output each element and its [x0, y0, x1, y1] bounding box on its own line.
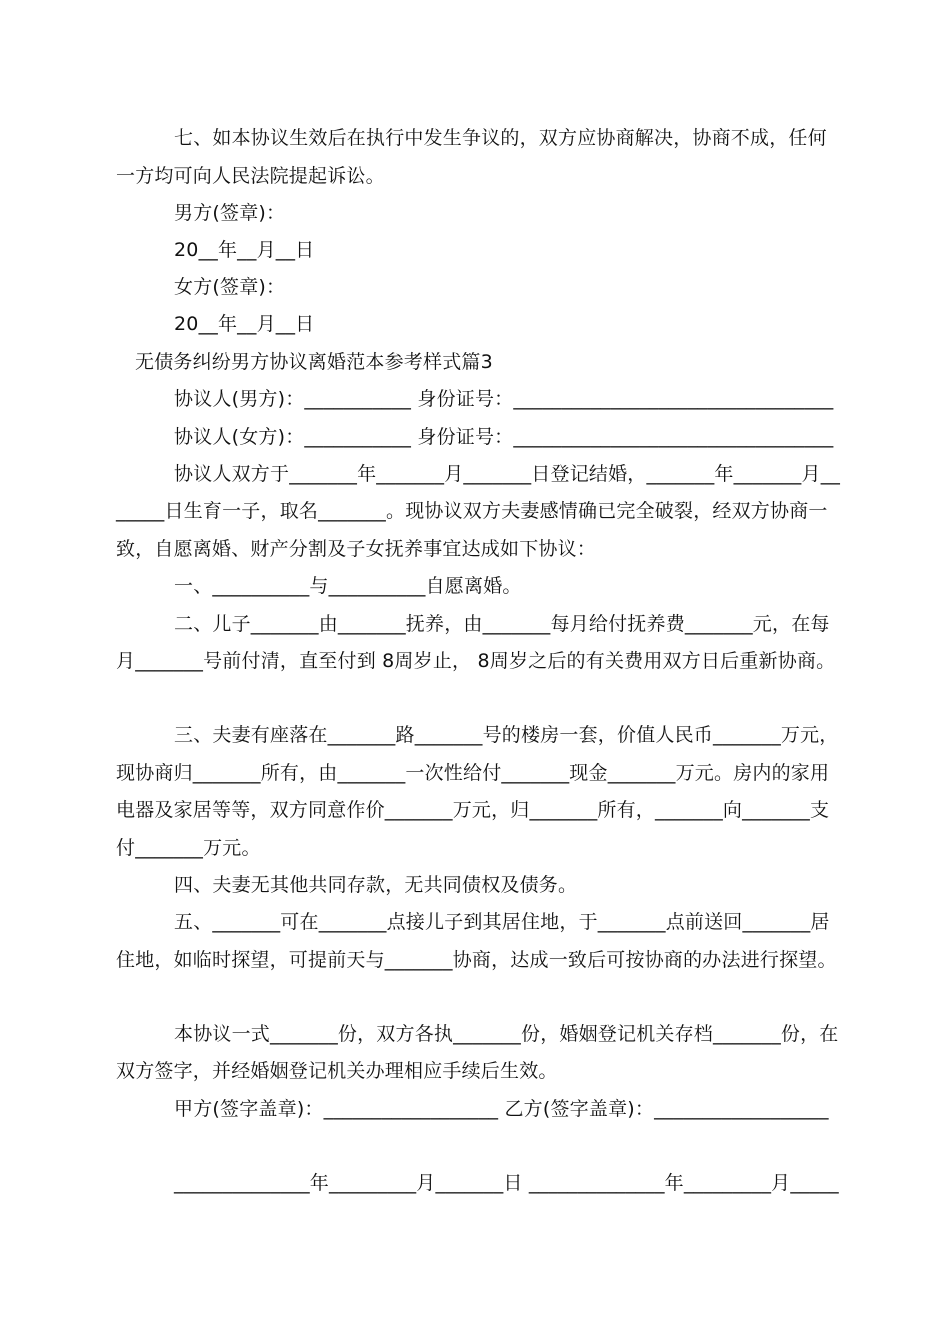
signature-date-line: ______________年_________月_______日 ______________年_________月_____ — [174, 1172, 839, 1194]
clause-2-line-1: 二、儿子_______由_______抚养，由_______每月给付抚养费_______元，在每 — [174, 613, 830, 635]
male-signature-date: 20__年__月__日 — [174, 239, 315, 261]
intro-line-2: _____日生育一子，取名_______。现协议双方夫妻感情确已完全破裂，经双方协商一 — [116, 500, 828, 522]
clause-1: 一、__________与__________自愿离婚。 — [174, 575, 522, 597]
copies-line-1: 本协议一式_______份，双方各执_______份，婚姻登记机关存档_______份，在 — [174, 1023, 839, 1045]
copies-line-2: 双方签字，并经婚姻登记机关办理相应手续后生效。 — [116, 1060, 558, 1082]
clause-7-line-1: 七、如本协议生效后在执行中发生争议的，双方应协商解决，协商不成，任何 — [174, 127, 827, 149]
party-female-line: 协议人(女方)：___________ 身份证号：_________________________________ — [174, 426, 834, 448]
section-heading: 无债务纠纷男方协议离婚范本参考样式篇3 — [135, 351, 493, 373]
intro-line-3: 致，自愿离婚、财产分割及子女抚养事宜达成如下协议： — [116, 538, 597, 560]
intro-line-1: 协议人双方于_______年_______月_______日登记结婚，_______年_______月__ — [174, 463, 841, 485]
signature-party-line: 甲方(签字盖章)：__________________ 乙方(签字盖章)：__________________ — [174, 1098, 829, 1120]
clause-3-line-3: 电器及家居等等，双方同意作价_______万元，归_______所有，_______向_______支 — [116, 799, 830, 821]
female-signature-date: 20__年__月__日 — [174, 313, 315, 335]
clause-5-line-2: 住地，如临时探望，可提前天与_______协商，达成一致后可按协商的办法进行探望。 — [116, 949, 837, 971]
clause-3-line-4: 付_______万元。 — [116, 837, 261, 859]
female-signature-label: 女方(签章)： — [174, 276, 286, 298]
clause-3-line-1: 三、夫妻有座落在_______路_______号的楼房一套，价值人民币_______万元， — [174, 724, 839, 746]
clause-3-line-2: 现协商归_______所有，由_______一次性给付_______现金_______万元。房内的家用 — [116, 762, 830, 784]
clause-2-line-2: 月_______号前付清，直至付到 8周岁止， 8周岁之后的有关费用双方日后重新协商。 — [116, 650, 836, 672]
clause-4: 四、夫妻无其他共同存款，无共同债权及债务。 — [174, 874, 578, 896]
party-male-line: 协议人(男方)：___________ 身份证号：_________________________________ — [174, 388, 834, 410]
clause-5-line-1: 五、_______可在_______点接儿子到其居住地，于_______点前送回_______居 — [174, 911, 830, 933]
clause-7-line-2: 一方均可向人民法院提起诉讼。 — [116, 165, 385, 187]
male-signature-label: 男方(签章)： — [174, 202, 286, 224]
